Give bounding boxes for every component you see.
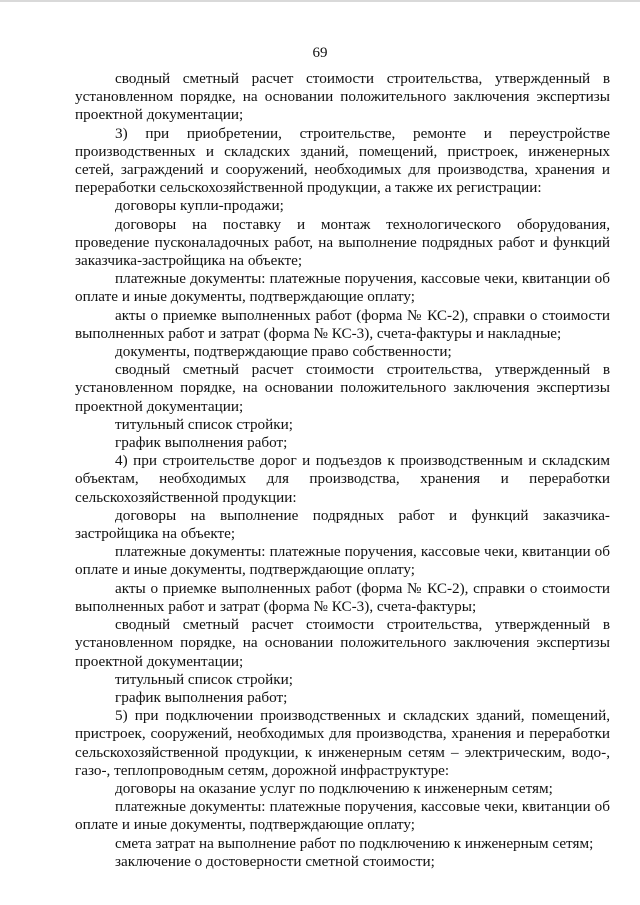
paragraph: акты о приемке выполненных работ (форма № КС-2), справки о стоимости выполненных работ и затрат (форма № КС-3), счета-фактуры; bbox=[75, 579, 610, 615]
document-body bbox=[75, 70, 610, 871]
paragraph: 3) при приобретении, строительстве, ремонте и переустройстве производственных и складских зданий, помещений, пристроек, инженерных сетей, заграждений и сооружений, необходимых для производства, хранения и переработки сельскохозяйственной продукции, а также их регистрации: bbox=[75, 124, 610, 197]
paragraph: график выполнения работ; bbox=[115, 434, 288, 452]
paragraph: акты о приемке выполненных работ (форма № КС-2), справки о стоимости выполненных работ и затрат (форма № КС-3), счета-фактуры и накладные; bbox=[75, 306, 610, 342]
paragraph: договоры на оказание услуг по подключению к инженерным сетям; bbox=[115, 779, 553, 797]
paragraph: сводный сметный расчет стоимости строительства, утвержденный в установленном порядке, на основании положительного заключения экспертизы проектной документации; bbox=[75, 616, 610, 670]
paragraph: титульный список стройки; bbox=[115, 415, 294, 433]
paragraph: документы, подтверждающие право собственности; bbox=[115, 343, 452, 361]
paragraph: 5) при подключении производственных и складских зданий, помещений, пристроек, сооружений, необходимых для производства, хранения и переработки сельскохозяйственной продукции, к инженерным сетям – электрическим, водо-, газо-, теплопроводным сетям, дорожной инфраструктуре: bbox=[75, 707, 610, 779]
paragraph: сводный сметный расчет стоимости строительства, утвержденный в установленном порядке, на основании положительного заключения экспертизы проектной документации; bbox=[75, 70, 610, 124]
paragraph: титульный список стройки; bbox=[115, 670, 294, 688]
paragraph: сводный сметный расчет стоимости строительства, утвержденный в установленном порядке, на основании положительного заключения экспертизы проектной документации; bbox=[75, 361, 610, 415]
paragraph: смета затрат на выполнение работ по подключению к инженерным сетям; bbox=[115, 834, 594, 852]
paragraph: договоры купли-продажи; bbox=[115, 197, 284, 215]
paragraph: договоры на выполнение подрядных работ и функций заказчика-застройщика на объекте; bbox=[75, 506, 610, 543]
paragraph: платежные документы: платежные поручения, кассовые чеки, квитанции об оплате и иные документы, подтверждающие оплату; bbox=[75, 798, 610, 834]
paragraph: 4) при строительстве дорог и подъездов к производственным и складским объектам, необходимых для производства, хранения и переработки сельскохозяйственной продукции: bbox=[75, 452, 610, 506]
page-number: 69 bbox=[312, 45, 328, 61]
paragraph: заключение о достоверности сметной стоимости; bbox=[115, 852, 435, 870]
paragraph: график выполнения работ; bbox=[115, 688, 288, 706]
paragraph: договоры на поставку и монтаж технологического оборудования, проведение пусконаладочных работ, на выполнение подрядных работ и функций заказчика-застройщика на объекте; bbox=[75, 215, 610, 270]
paragraph: платежные документы: платежные поручения, кассовые чеки, квитанции об оплате и иные документы, подтверждающие оплату; bbox=[75, 270, 610, 306]
page-top-edge bbox=[0, 0, 640, 2]
paragraph: платежные документы: платежные поручения, кассовые чеки, квитанции об оплате и иные документы, подтверждающие оплату; bbox=[75, 543, 610, 579]
